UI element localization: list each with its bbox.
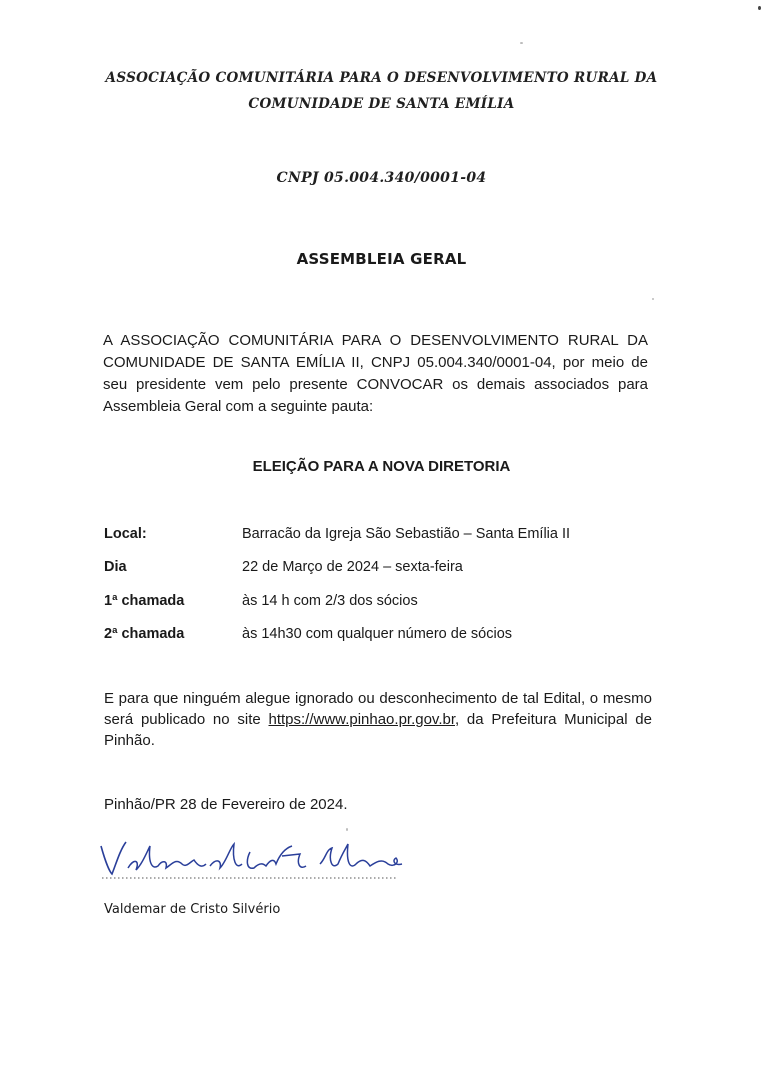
intro-paragraph: A ASSOCIAÇÃO COMUNITÁRIA PARA O DESENVOLVIMENTO RURAL DA COMUNIDADE DE SANTA EMÍLIA II, CNPJ 05.004.340/0001-04, por meio de seu presidente vem pelo presente CONVOCAR os demais associados para Assembleia Geral com a seguinte pauta:: [103, 332, 648, 415]
website-link[interactable]: https://www.pinhao.pr.gov.br: [268, 711, 455, 728]
detail-label: Dia: [104, 559, 127, 575]
detail-value: às 14 h com 2/3 dos sócios: [242, 593, 418, 609]
closing-text-after: , da Prefeitura Municipal de Pinhão.: [104, 711, 652, 749]
handwritten-signature: [96, 834, 416, 884]
closing-text-before: E para que ninguém alegue ignorado ou desconhecimento de tal Edital, o mesmo será publicado no site: [104, 690, 652, 728]
detail-row-second-call: [104, 626, 664, 648]
page-title: ASSEMBLEIA GERAL: [296, 250, 467, 268]
place-and-date: Pinhão/PR 28 de Fevereiro de 2024.: [104, 796, 348, 813]
detail-value: 22 de Março de 2024 – sexta-feira: [242, 559, 463, 575]
scan-speck: [520, 42, 523, 44]
agenda-subtitle: ELEIÇÃO PARA A NOVA DIRETORIA: [252, 458, 511, 475]
scan-speck: [346, 828, 348, 831]
detail-value: às 14h30 com qualquer número de sócios: [242, 626, 513, 642]
header-cnpj: CNPJ 05.004.340/0001-04: [276, 170, 487, 186]
detail-row-date: [104, 559, 664, 581]
detail-value: Barracão da Igreja São Sebastião – Santa Emília II: [242, 526, 571, 542]
association-name-line-1: ASSOCIAÇÃO COMUNITÁRIA PARA O DESENVOLVIMENTO RURAL DA: [105, 70, 658, 86]
detail-label: 2ª chamada: [104, 626, 185, 642]
detail-row-location: [104, 526, 664, 548]
scan-speck: [652, 298, 654, 300]
detail-label: 1ª chamada: [104, 593, 185, 609]
scan-speck: [758, 6, 761, 10]
signer-name: Valdemar de Cristo Silvério: [104, 902, 281, 917]
association-name-line-2: COMUNIDADE DE SANTA EMÍLIA: [248, 96, 515, 112]
detail-row-first-call: [104, 593, 664, 615]
detail-label: Local:: [104, 526, 147, 542]
closing-paragraph: [104, 688, 652, 751]
